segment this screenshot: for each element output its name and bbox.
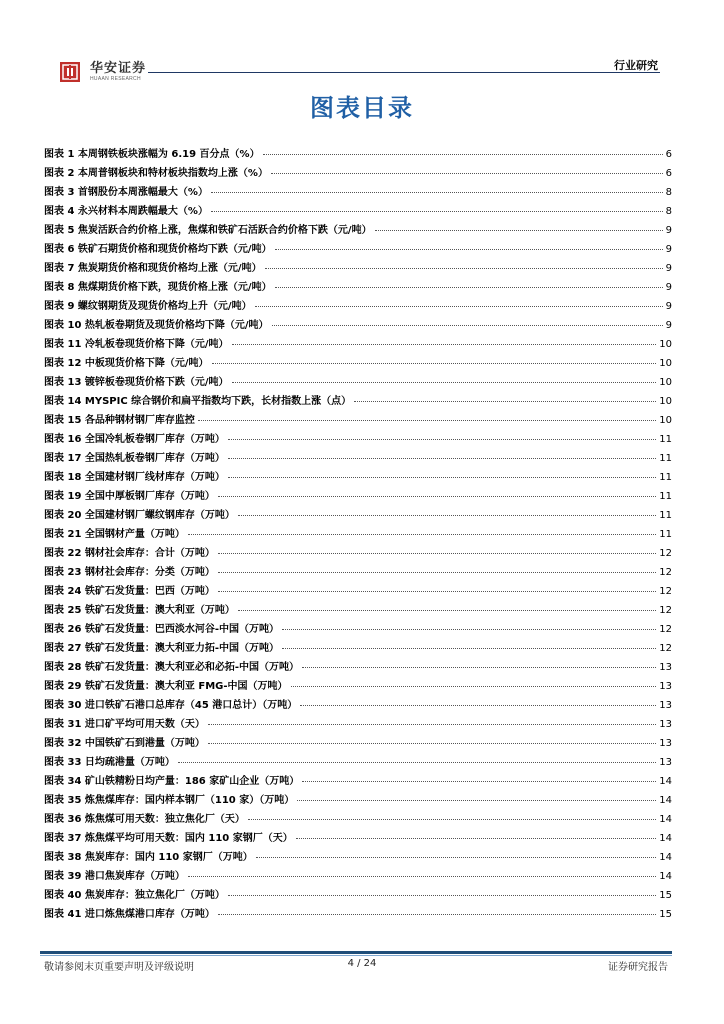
toc-entry[interactable] [44,468,672,487]
toc-leader-dots [354,401,656,402]
toc-entry-page: 12 [659,624,672,635]
toc-leader-dots [265,268,663,269]
page-title: 图表目录 [310,94,414,122]
toc-entry-page: 9 [665,320,672,331]
toc-entry-label: 图表 35 炼焦煤库存：国内样本钢厂（110 家）（万吨） [44,795,295,806]
toc-entry[interactable] [44,278,672,297]
toc-entry[interactable] [44,411,672,430]
toc-entry-label: 图表 1 本周钢铁板块涨幅为 6.19 百分点（%） [44,149,260,160]
toc-leader-dots [178,762,656,763]
toc-entry-page: 13 [659,738,672,749]
toc-leader-dots [228,895,656,896]
footer-rule [40,951,672,954]
toc-entry[interactable] [44,696,672,715]
toc-leader-dots [275,287,663,288]
toc-leader-dots [375,230,663,231]
toc-entry-page: 12 [659,605,672,616]
toc-entry-page: 9 [665,263,672,274]
toc-entry-page: 15 [659,890,672,901]
toc-entry[interactable] [44,753,672,772]
toc-entry-page: 11 [659,510,672,521]
toc-entry[interactable] [44,183,672,202]
toc-entry[interactable] [44,240,672,259]
toc-entry[interactable] [44,772,672,791]
toc-leader-dots [228,439,656,440]
toc-entry[interactable] [44,905,672,924]
toc-entry-page: 13 [659,662,672,673]
footer-report-label: 证券研究报告 [608,962,668,973]
logo-cn: 华安证券 [90,61,147,76]
toc-entry[interactable] [44,221,672,240]
toc-entry-label: 图表 34 矿山铁精粉日均产量：186 家矿山企业（万吨） [44,776,300,787]
toc-entry-label: 图表 16 全国冷轧板卷钢厂库存（万吨） [44,434,225,445]
toc-entry-page: 9 [665,282,672,293]
toc-leader-dots [198,420,656,421]
toc-leader-dots [211,211,663,212]
toc-entry-label: 图表 5 焦炭活跃合约价格上涨，焦煤和铁矿石活跃合约价格下跌（元/吨） [44,225,372,236]
toc-entry[interactable] [44,658,672,677]
toc-entry-page: 10 [659,339,672,350]
toc-leader-dots [228,458,656,459]
toc-entry-page: 13 [659,681,672,692]
toc-entry-page: 9 [665,225,672,236]
toc-leader-dots [238,610,656,611]
toc-entry-page: 14 [659,852,672,863]
toc-entry-label: 图表 40 焦炭库存：独立焦化厂（万吨） [44,890,225,901]
toc-entry[interactable] [44,848,672,867]
toc-entry[interactable] [44,810,672,829]
toc-entry-label: 图表 23 钢材社会库存：分类（万吨） [44,567,215,578]
toc-entry[interactable] [44,620,672,639]
toc-entry[interactable] [44,430,672,449]
toc-entry-label: 图表 6 铁矿石期货价格和现货价格均下跌（元/吨） [44,244,272,255]
toc-leader-dots [208,743,656,744]
toc-leader-dots [263,154,663,155]
page-number: 4 / 24 [347,958,377,969]
toc-entry[interactable] [44,487,672,506]
toc-entry-label: 图表 41 进口炼焦煤港口库存（万吨） [44,909,215,920]
toc-entry-page: 14 [659,871,672,882]
toc-entry-label: 图表 8 焦煤期货价格下跌，现货价格上涨（元/吨） [44,282,272,293]
toc-entry-label: 图表 24 铁矿石发货量：巴西（万吨） [44,586,215,597]
toc-entry[interactable] [44,544,672,563]
toc-entry-page: 12 [659,567,672,578]
toc-entry-label: 图表 36 炼焦煤可用天数：独立焦化厂（天） [44,814,245,825]
toc-entry-page: 14 [659,833,672,844]
toc-leader-dots [212,363,657,364]
toc-entry-page: 15 [659,909,672,920]
toc-entry[interactable] [44,164,672,183]
toc-entry-page: 11 [659,434,672,445]
toc-leader-dots [302,667,656,668]
footer-rule-thin [40,955,672,956]
toc-leader-dots [232,344,657,345]
toc-leader-dots [302,781,656,782]
logo-wordmark [90,62,146,82]
toc-entry[interactable] [44,392,672,411]
toc-leader-dots [218,572,656,573]
toc-entry-label: 图表 14 MYSPIC 综合钢价和扁平指数均下跌，长材指数上涨（点） [44,396,352,407]
toc-entry[interactable] [44,297,672,316]
toc-leader-dots [272,325,663,326]
toc-entry-page: 14 [659,795,672,806]
toc-entry[interactable] [44,525,672,544]
toc-entry[interactable] [44,886,672,905]
toc-leader-dots [228,477,656,478]
toc-entry[interactable] [44,829,672,848]
toc-entry-label: 图表 38 焦炭库存：国内 110 家钢厂（万吨） [44,852,253,863]
toc-leader-dots [300,705,656,706]
toc-entry-label: 图表 12 中板现货价格下降（元/吨） [44,358,209,369]
toc-entry-page: 11 [659,453,672,464]
toc-entry-label: 图表 30 进口铁矿石港口总库存（45 港口总计）（万吨） [44,700,298,711]
toc-entry[interactable] [44,316,672,335]
toc-entry-label: 图表 2 本周普钢板块和特材板块指数均上涨（%） [44,168,268,179]
toc-entry-page: 13 [659,719,672,730]
toc-leader-dots [248,819,656,820]
toc-entry-label: 图表 9 螺纹钢期货及现货价格均上升（元/吨） [44,301,252,312]
toc-entry-label: 图表 29 铁矿石发货量：澳大利亚 FMG-中国（万吨） [44,681,288,692]
toc-leader-dots [218,553,656,554]
toc-entry-page: 6 [665,168,672,179]
toc-entry[interactable] [44,563,672,582]
toc-entry-label: 图表 28 铁矿石发货量：澳大利亚必和必拓-中国（万吨） [44,662,300,673]
toc-entry[interactable] [44,373,672,392]
toc-leader-dots [282,629,656,630]
toc-leader-dots [188,876,656,877]
toc-entry-page: 13 [659,700,672,711]
toc-entry-label: 图表 15 各品种钢材钢厂库存监控 [44,415,195,426]
toc-entry-label: 图表 7 焦炭期货价格和现货价格均上涨（元/吨） [44,263,262,274]
toc-entry-page: 9 [665,244,672,255]
toc-entry-page: 10 [659,358,672,369]
toc-entry[interactable] [44,449,672,468]
toc-leader-dots [238,515,656,516]
toc-entry-page: 10 [659,396,672,407]
toc-entry[interactable] [44,867,672,886]
toc-leader-dots [291,686,657,687]
toc-leader-dots [256,857,657,858]
toc-entry-page: 14 [659,776,672,787]
toc-leader-dots [255,306,663,307]
toc-leader-dots [218,496,656,497]
table-of-figures [44,145,672,924]
toc-leader-dots [232,382,657,383]
toc-entry[interactable] [44,506,672,525]
toc-entry[interactable] [44,791,672,810]
toc-entry-page: 12 [659,548,672,559]
toc-entry-label: 图表 32 中国铁矿石到港量（万吨） [44,738,205,749]
huaan-logo-icon [60,62,80,82]
toc-entry-page: 13 [659,757,672,768]
toc-entry-label: 图表 18 全国建材钢厂线材库存（万吨） [44,472,225,483]
toc-entry-label: 图表 10 热轧板卷期货及现货价格均下降（元/吨） [44,320,269,331]
toc-entry-label: 图表 26 铁矿石发货量：巴西淡水河谷-中国（万吨） [44,624,280,635]
toc-leader-dots [218,591,656,592]
toc-leader-dots [297,800,656,801]
toc-leader-dots [208,724,656,725]
toc-leader-dots [188,534,656,535]
toc-entry[interactable] [44,202,672,221]
toc-entry[interactable] [44,335,672,354]
report-type-label: 行业研究 [614,59,658,72]
toc-entry-page: 9 [665,301,672,312]
toc-entry-page: 11 [659,472,672,483]
toc-entry[interactable] [44,677,672,696]
toc-entry-label: 图表 22 钢材社会库存：合计（万吨） [44,548,215,559]
header-rule [148,72,660,73]
toc-entry[interactable] [44,734,672,753]
toc-entry-page: 10 [659,377,672,388]
toc-entry-label: 图表 37 炼焦煤平均可用天数：国内 110 家钢厂（天） [44,833,293,844]
toc-entry[interactable] [44,145,672,164]
toc-entry-page: 11 [659,491,672,502]
toc-leader-dots [211,192,663,193]
footer-disclaimer: 敬请参阅末页重要声明及评级说明 [44,962,194,973]
toc-entry-page: 11 [659,529,672,540]
toc-entry-label: 图表 19 全国中厚板钢厂库存（万吨） [44,491,215,502]
toc-entry-label: 图表 25 铁矿石发货量：澳大利亚（万吨） [44,605,235,616]
toc-entry-page: 10 [659,415,672,426]
toc-entry-label: 图表 3 首钢股份本周涨幅最大（%） [44,187,208,198]
toc-leader-dots [282,648,656,649]
toc-entry-label: 图表 27 铁矿石发货量：澳大利亚力拓-中国（万吨） [44,643,280,654]
toc-entry-label: 图表 20 全国建材钢厂螺纹钢库存（万吨） [44,510,235,521]
toc-entry-label: 图表 4 永兴材料本周跌幅最大（%） [44,206,208,217]
toc-entry[interactable] [44,601,672,620]
toc-leader-dots [296,838,657,839]
toc-entry-label: 图表 21 全国钢材产量（万吨） [44,529,185,540]
toc-entry-page: 6 [665,149,672,160]
toc-entry[interactable] [44,259,672,278]
logo-en: HUAAN RESEARCH [90,76,141,82]
toc-entry-label: 图表 11 冷轧板卷现货价格下降（元/吨） [44,339,229,350]
toc-entry-page: 8 [665,187,672,198]
toc-leader-dots [271,173,663,174]
toc-entry-label: 图表 13 镀锌板卷现货价格下跌（元/吨） [44,377,229,388]
toc-entry[interactable] [44,582,672,601]
toc-entry-label: 图表 31 进口矿平均可用天数（天） [44,719,205,730]
toc-entry-label: 图表 33 日均疏港量（万吨） [44,757,175,768]
toc-entry[interactable] [44,354,672,373]
toc-entry-page: 14 [659,814,672,825]
toc-entry-page: 8 [665,206,672,217]
toc-entry-page: 12 [659,643,672,654]
toc-entry[interactable] [44,715,672,734]
toc-entry[interactable] [44,639,672,658]
toc-entry-label: 图表 39 港口焦炭库存（万吨） [44,871,185,882]
toc-leader-dots [275,249,663,250]
toc-entry-label: 图表 17 全国热轧板卷钢厂库存（万吨） [44,453,225,464]
toc-leader-dots [218,914,656,915]
toc-entry-page: 12 [659,586,672,597]
